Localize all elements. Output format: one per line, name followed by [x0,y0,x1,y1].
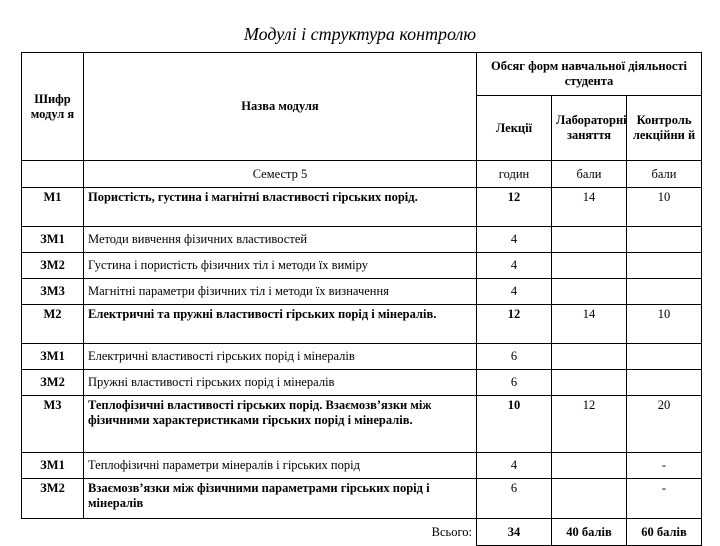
submodule-name: Пружні властивості гірських порід і мінералів [84,370,477,396]
table-row [22,344,702,370]
control-value: 10 [627,188,702,227]
lectures-value: 4 [477,453,552,479]
lectures-value: 6 [477,370,552,396]
submodule-name: Електричні властивості гірських порід і мінералів [84,344,477,370]
submodule-code: ЗМ1 [22,344,84,370]
labs-value [552,227,627,253]
table-row [22,479,702,519]
module-name: Пористість, густина і магнітні властивості гірських порід. [84,188,477,227]
labs-value: 14 [552,188,627,227]
labs-value [552,253,627,279]
header-lectures: Лекції [477,96,552,161]
control-value: - [627,479,702,519]
labs-value [552,453,627,479]
module-code: М1 [22,188,84,227]
table-row [22,279,702,305]
lectures-value: 10 [477,396,552,453]
control-value: 10 [627,305,702,344]
submodule-code: ЗМ1 [22,227,84,253]
control-value [627,344,702,370]
lectures-value: 4 [477,227,552,253]
control-value [627,370,702,396]
submodule-name: Взаємозв’язки між фізичними параметрами гірських порід і мінералів [84,479,477,519]
semester-label: Семестр 5 [84,161,477,188]
unit-points-control: бали [627,161,702,188]
semester-code-cell [22,161,84,188]
submodule-code: ЗМ2 [22,479,84,519]
module-control-table [21,52,702,546]
total-control: 60 балів [627,519,702,546]
table-row [22,253,702,279]
labs-value: 12 [552,396,627,453]
submodule-name: Магнітні параметри фізичних тіл і методи їх визначення [84,279,477,305]
labs-value [552,279,627,305]
header-module-name: Назва модуля [84,53,477,161]
table-row-m1 [22,188,702,227]
total-label: Всього: [84,519,477,546]
header-control: Контроль лекційни й [627,96,702,161]
submodule-code: ЗМ1 [22,453,84,479]
table-row [22,227,702,253]
unit-hours: годин [477,161,552,188]
total-row [22,519,702,546]
header-volume: Обсяг форм навчальної діяльності студента [477,53,702,96]
control-value: - [627,453,702,479]
lectures-value: 4 [477,279,552,305]
submodule-name: Густина і пористість фізичних тіл і методи їх виміру [84,253,477,279]
table-row-m3 [22,396,702,453]
page-title: Модулі і структура контролю [243,24,477,44]
labs-value [552,344,627,370]
labs-value [552,370,627,396]
table-row [22,370,702,396]
module-name: Електричні та пружні властивості гірських порід і мінералів. [84,305,477,344]
lectures-value: 4 [477,253,552,279]
labs-value [552,479,627,519]
lectures-value: 12 [477,305,552,344]
submodule-code: ЗМ2 [22,253,84,279]
control-value [627,227,702,253]
control-value: 20 [627,396,702,453]
lectures-value: 6 [477,344,552,370]
total-labs: 40 балів [552,519,627,546]
submodule-code: ЗМ2 [22,370,84,396]
submodule-name: Теплофізичні параметри мінералів і гірських порід [84,453,477,479]
submodule-name: Методи вивчення фізичних властивостей [84,227,477,253]
module-code: М3 [22,396,84,453]
table-row-m2 [22,305,702,344]
total-empty-cell [22,519,84,546]
control-value [627,279,702,305]
labs-value: 14 [552,305,627,344]
table-row [22,453,702,479]
lectures-value: 12 [477,188,552,227]
header-code: Шифр модул я [22,53,84,161]
total-lectures: 34 [477,519,552,546]
unit-points-labs: бали [552,161,627,188]
module-name: Теплофізичні властивості гірських порід. Взаємозв’язки між фізичними характеристиками гірських порід і мінералів. [84,396,477,453]
control-value [627,253,702,279]
lectures-value: 6 [477,479,552,519]
submodule-code: ЗМ3 [22,279,84,305]
module-code: М2 [22,305,84,344]
header-labs: Лабораторні заняття [552,96,627,161]
